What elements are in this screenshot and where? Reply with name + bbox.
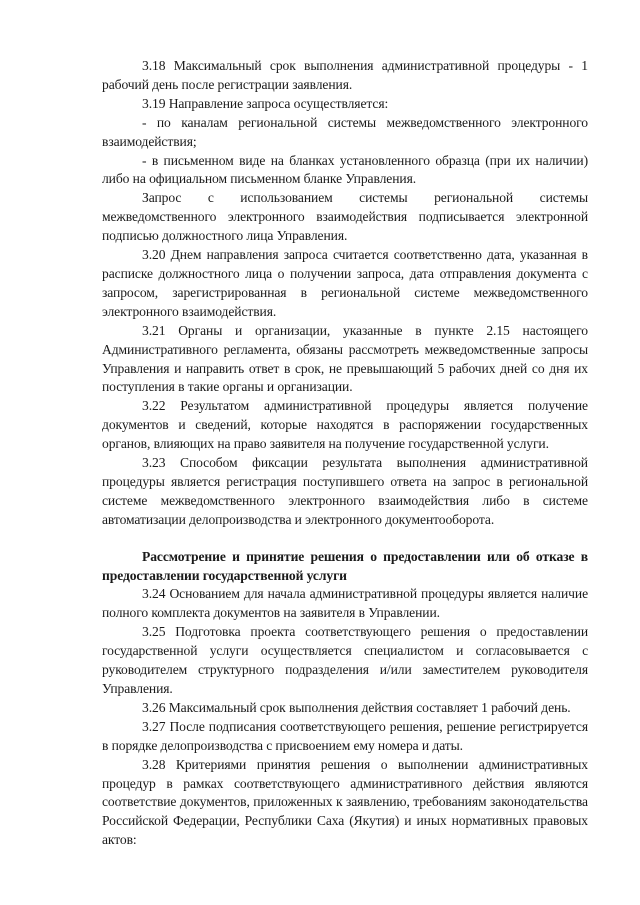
paragraph-3-20: 3.20 Днем направления запроса считается соответственно дата, указанная в расписке должностного лица о получении запроса, дата отправления документа с запросом, зарегистрированная в региональной системе межведомственного электронного взаимодействия. — [102, 247, 588, 319]
list-item-regional-system: - по каналам региональной системы межведомственного электронного взаимодействия; — [102, 114, 588, 149]
paragraph-request-signature: Запрос с использованием системы региональной системы межведомственного электронного взаимодействия подписывается электронной подписью должностного лица Управления. — [102, 190, 588, 244]
paragraph-3-26: 3.26 Максимальный срок выполнения действия составляет 1 рабочий день. — [142, 699, 571, 715]
paragraph-3-27: 3.27 После подписания соответствующего решения, решение регистрируется в порядке делопроизводства с присвоением ему номера и даты. — [102, 718, 588, 753]
section-heading: Рассмотрение и принятие решения о предоставлении или об отказе в предоставлении государственной услуги — [102, 548, 588, 583]
section-spacer — [102, 530, 588, 548]
paragraph-3-28: 3.28 Критериями принятия решения о выполнении административных процедур в рамках соответствующего административного действия являются соответствие документов, приложенных к заявлению, требованиям законодательства Российской Федерации, Республики Саха (Якутия) и иных нормативных правовых актов: — [102, 756, 588, 848]
paragraph-3-22: 3.22 Результатом административной процедуры является получение документов и сведений, которые находятся в распоряжении государственных органов, влияющих на право заявителя на получение государственной услуги. — [102, 398, 588, 452]
paragraph-3-21: 3.21 Органы и организации, указанные в пункте 2.15 настоящего Административного регламента, обязаны рассмотреть межведомственные запросы Управления и направить ответ в срок, не превышающий 5 рабочих дней со дня их поступления в такие органы и организации. — [102, 322, 588, 395]
paragraph-3-23: 3.23 Способом фиксации результата выполнения административной процедуры является регистрация поступившего ответа на запрос в региональной системе межведомственного электронного взаимодействия либо в системе автоматизации делопроизводства и электронного документооборота. — [102, 455, 588, 527]
document-page — [102, 57, 588, 850]
paragraph-3-19: 3.19 Направление запроса осуществляется: — [142, 95, 389, 111]
list-item-written-form: - в письменном виде на бланках установленного образца (при их наличии) либо на официальном письменном бланке Управления. — [102, 152, 588, 187]
paragraph-3-24: 3.24 Основанием для начала административной процедуры является наличие полного комплекта документов на заявителя в Управлении. — [102, 586, 588, 621]
paragraph-3-25: 3.25 Подготовка проекта соответствующего решения о предоставлении государственной услуги осуществляется специалистом и согласовывается с руководителем структурного подразделения и/или заместителем руководителя Управления. — [102, 624, 588, 696]
paragraph-3-18: 3.18 Максимальный срок выполнения административной процедуры - 1 рабочий день после регистрации заявления. — [102, 58, 588, 92]
